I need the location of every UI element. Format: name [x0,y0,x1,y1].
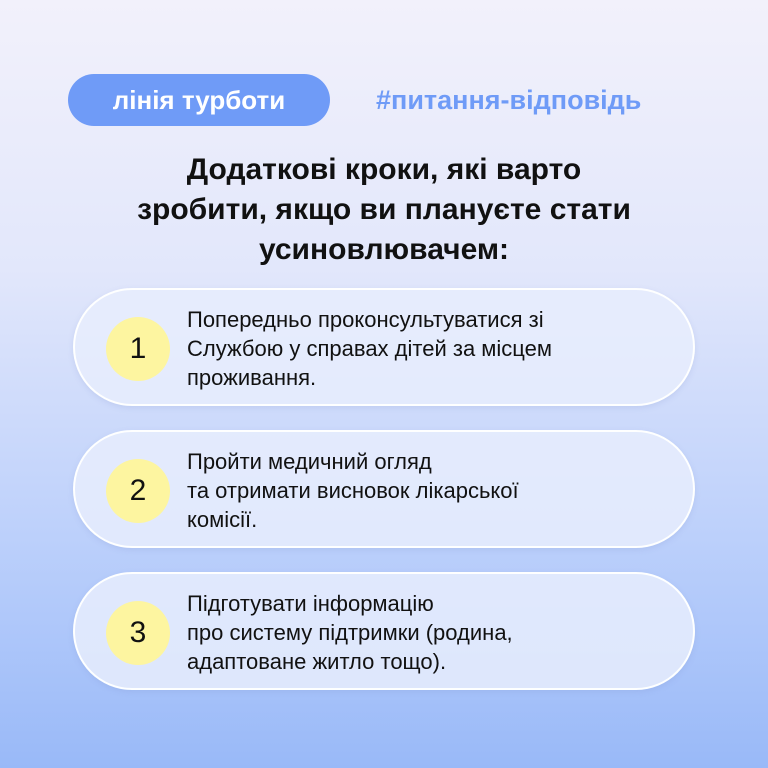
step-text-line: Попередньо проконсультуватися зі [187,307,544,332]
step-number-badge: 1 [106,317,170,381]
page-title [60,150,708,270]
step-text-line: та отримати висновок лікарської [187,478,519,503]
step-card-2 [73,430,695,548]
step-text-line: Службою у справах дітей за місцем [187,336,553,361]
step-card-1 [73,288,695,406]
step-text-line: Пройти медичний огляд [187,449,432,474]
title-line: зробити, якщо ви плануєте стати [137,193,631,226]
step-text [187,447,687,534]
step-number-badge: 2 [106,459,170,523]
step-card-3 [73,572,695,690]
step-text [187,589,687,676]
step-text-line: адаптоване житло тощо). [187,649,447,674]
hashtag-label: #питання-відповідь [376,84,642,115]
step-text-line: про систему підтримки (родина, [187,620,513,645]
step-number-badge: 3 [106,601,170,665]
step-text [187,305,687,392]
tag-pill: лінія турботи [68,74,330,126]
title-line: усиновлювачем: [258,233,510,266]
step-text-line: комісії. [187,507,258,532]
step-text-line: проживання. [187,365,317,390]
step-text-line: Підготувати інформацію [187,591,434,616]
title-line: Додаткові кроки, які варто [186,153,582,186]
